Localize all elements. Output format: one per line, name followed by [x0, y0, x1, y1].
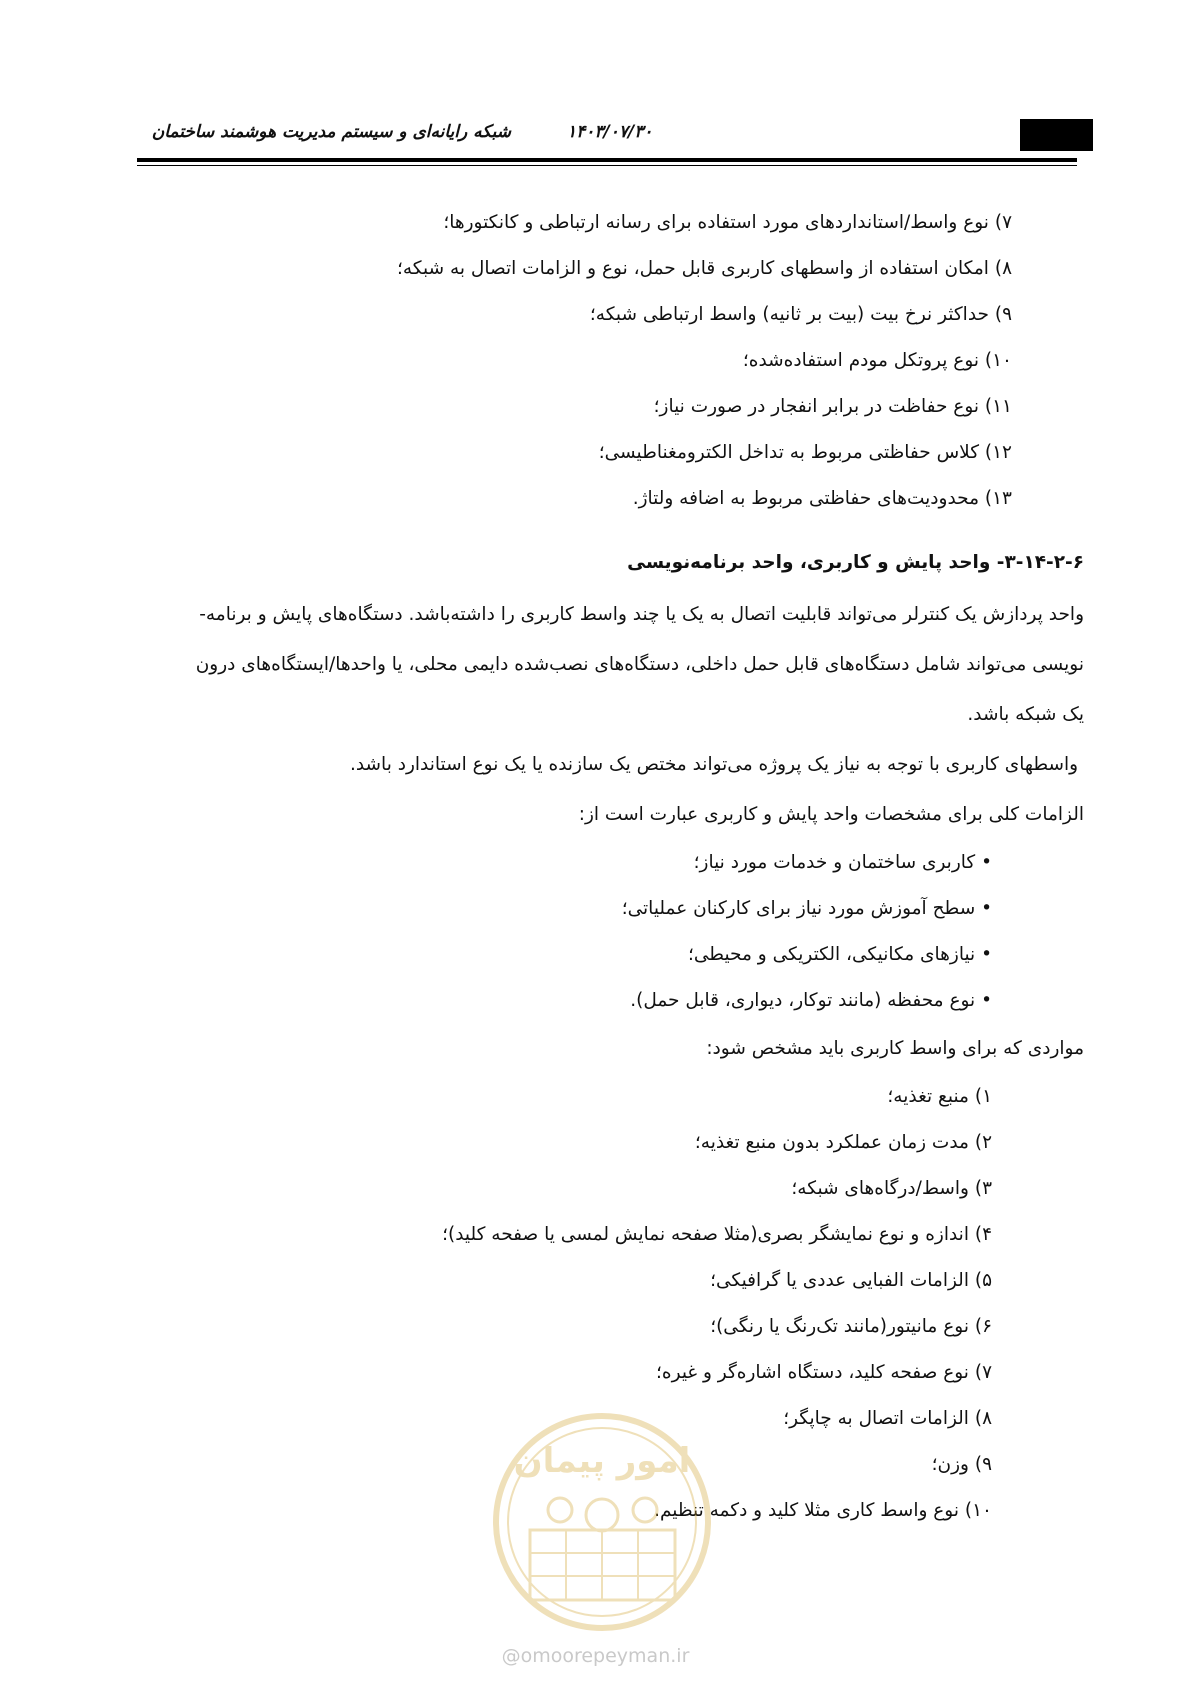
header-title: شبکه رایانه‌ای و سیستم مدیریت هوشمند ساختمان: [151, 122, 511, 142]
list-item: ۶) نوع مانیتور(مانند تک‌رنگ یا رنگی)؛: [710, 1316, 992, 1337]
bullet-item: • کاربری ساختمان و خدمات مورد نیاز؛: [693, 852, 992, 873]
paragraph-interfaces: واسطهای کاربری با توجه به نیاز یک پروژه می‌تواند مختص یک سازنده یا یک نوع استاندارد باشد.: [349, 754, 1084, 775]
watermark-url: @omoorepeyman.ir: [501, 1645, 690, 1667]
list-item: ۱۱) نوع حفاظت در برابر انفجار در صورت نیاز؛: [653, 396, 1012, 417]
list-item: ۱۳) محدودیت‌های حفاظتی مربوط به اضافه ولتاژ.: [632, 488, 1012, 509]
list-item: ۵) الزامات الفبایی عددی یا گرافیکی؛: [710, 1270, 992, 1291]
list-item: ۱۲) کلاس حفاظتی مربوط به تداخل الکترومغناطیسی؛: [598, 442, 1012, 463]
list-item: ۹) حداکثر نرخ بیت (بیت بر ثانیه) واسط ارتباطی شبکه؛: [589, 304, 1012, 325]
paragraph-requirements-intro: الزامات کلی برای مشخصات واحد پایش و کاربری عبارت است از:: [578, 804, 1084, 825]
page-number-box: [1020, 119, 1093, 151]
watermark-logo-text: امور پیمان: [513, 1441, 691, 1481]
section-heading: ۳-۱۴-۲-۶- واحد پایش و کاربری، واحد برنامه‌نویسی: [627, 552, 1084, 573]
list-item: ۲) مدت زمان عملکرد بدون منبع تغذیه؛: [694, 1132, 992, 1153]
list-item: ۳) واسط/درگاه‌های شبکه؛: [791, 1178, 992, 1199]
bullet-item: • سطح آموزش مورد نیاز برای کارکنان عملیاتی؛: [621, 898, 992, 919]
paragraph-line: نویسی می‌تواند شامل دستگاه‌های قابل حمل داخلی، دستگاه‌های نصب‌شده دایمی محلی، یا واحدها/ایستگاه‌های درون: [195, 654, 1084, 675]
list-item: ۷) نوع صفحه کلید، دستگاه اشاره‌گر و غیره؛: [656, 1362, 992, 1383]
header-date: ۱۴۰۳/۰۷/۳۰: [567, 122, 653, 142]
list-item: ۱۰) نوع پروتکل مودم استفاده‌شده؛: [742, 350, 1012, 371]
list-item: ۷) نوع واسط/استانداردهای مورد استفاده برای رسانه ارتباطی و کانکتورها؛: [443, 212, 1012, 233]
page-body: [144, 200, 1084, 1534]
paragraph-line: واحد پردازش یک کنترلر می‌تواند قابلیت اتصال به یک یا چند واسط کاربری را داشته‌باشد. دستگاه‌های پایش و برنامه-: [199, 604, 1084, 625]
list-item: ۸) الزامات اتصال به چاپگر؛: [783, 1408, 992, 1429]
spec-list-top: [144, 200, 1084, 522]
list-item: ۸) امکان استفاده از واسطهای کاربری قابل حمل، نوع و الزامات اتصال به شبکه؛: [396, 258, 1012, 279]
paragraph-line: یک شبکه باشد.: [967, 704, 1084, 725]
header-rule-thin: [137, 165, 1077, 166]
watermark-logo: [490, 1410, 715, 1635]
list-item: ۹) وزن؛: [931, 1454, 992, 1475]
bullet-item: • نیازهای مکانیکی، الکتریکی و محیطی؛: [687, 944, 992, 965]
bullet-item: • نوع محفظه (مانند توکار، دیواری، قابل حمل).: [630, 990, 992, 1011]
list-item: ۴) اندازه و نوع نمایشگر بصری(مثلا صفحه نمایش لمسی یا صفحه کلید)؛: [442, 1224, 992, 1245]
list-item: ۱۰) نوع واسط کاری مثلا کلید و دکمه تنظیم.: [654, 1500, 992, 1521]
list-item: ۱) منبع تغذیه؛: [887, 1086, 992, 1107]
header-rule-thick: [137, 158, 1077, 162]
paragraph-intro: [144, 590, 1084, 740]
bullet-list: [144, 840, 1084, 1024]
paragraph-items-intro: مواردی که برای واسط کاربری باید مشخص شود:: [706, 1038, 1084, 1059]
page-header: [0, 0, 1191, 170]
